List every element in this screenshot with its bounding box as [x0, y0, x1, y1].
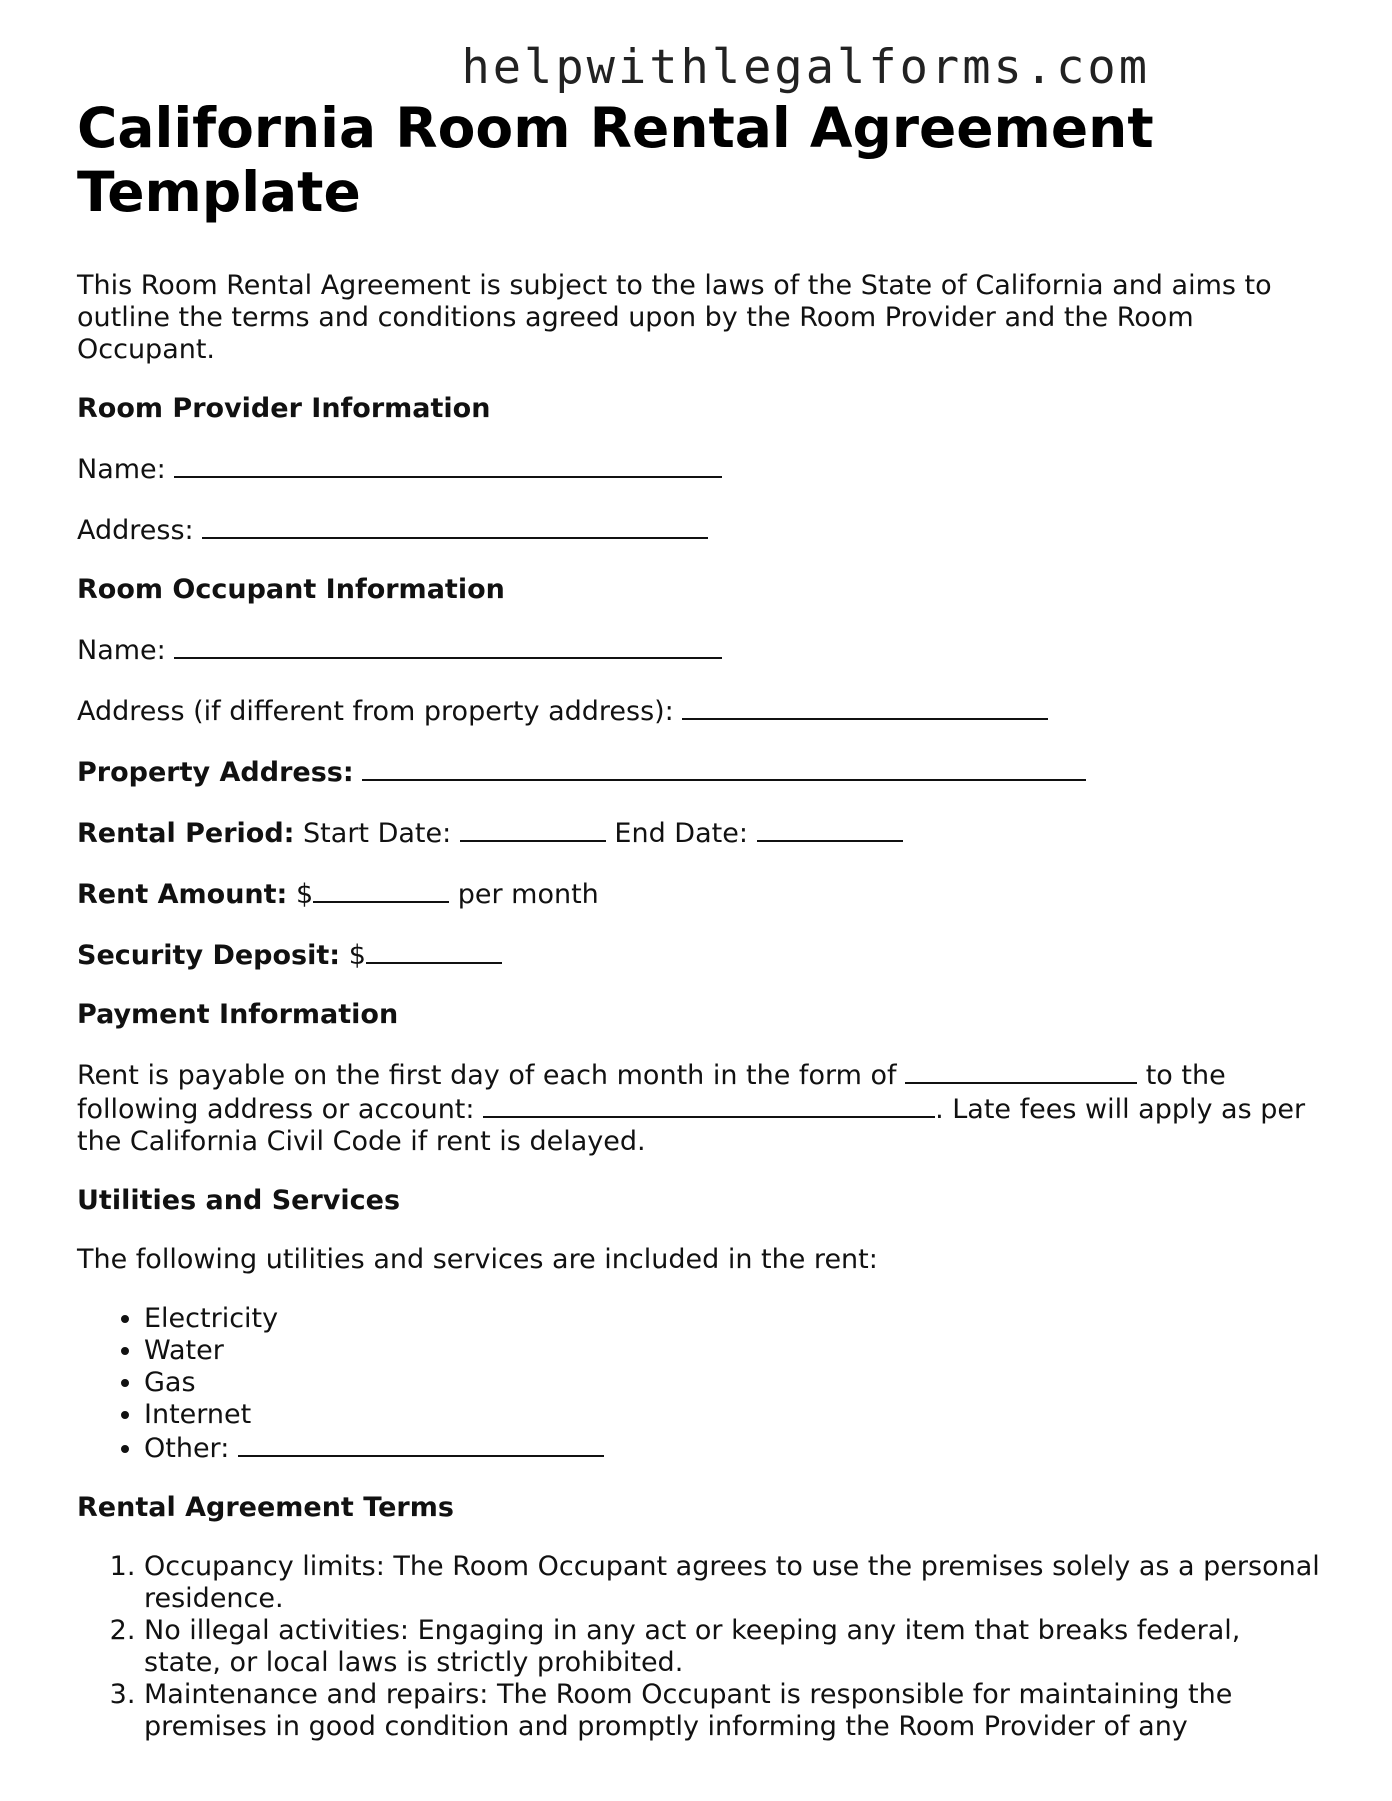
list-item: 1. Occupancy limits: The Room Occupant agrees to use the premises solely as a personal residence.	[144, 1551, 1322, 1615]
list-item: • Gas	[144, 1367, 1322, 1399]
property-address-row	[77, 755, 1322, 789]
utilities-list	[77, 1303, 1322, 1465]
list-item: • Internet	[144, 1399, 1322, 1431]
property-address-field[interactable]	[362, 755, 1086, 781]
watermark: helpwithlegalforms.com	[461, 40, 1150, 95]
utilities-intro: The following utilities and services are included in the rent:	[77, 1244, 878, 1275]
payment-form-field[interactable]	[905, 1058, 1137, 1084]
rent-amount-row	[77, 877, 1322, 911]
terms-heading: Rental Agreement Terms	[77, 1492, 454, 1523]
start-date-field[interactable]	[460, 816, 606, 842]
provider-name-field[interactable]	[174, 452, 722, 478]
terms-list	[77, 1551, 1322, 1743]
occupant-name-field[interactable]	[174, 633, 722, 659]
rental-period-label: Rental Period:	[77, 818, 295, 849]
list-item: 3. Maintenance and repairs: The Room Occupant is responsible for maintaining the premises in good condition and promptly informing the Room Provider of any	[144, 1679, 1322, 1743]
end-date-field[interactable]	[757, 816, 903, 842]
end-date-label: End Date:	[614, 818, 748, 849]
payment-text-2: to the following address or account:	[77, 1060, 1226, 1125]
provider-address-field[interactable]	[202, 513, 708, 539]
rent-amount-field[interactable]	[313, 877, 449, 903]
rental-period-row	[77, 816, 1322, 850]
rent-currency: $	[295, 879, 314, 910]
security-deposit-field[interactable]	[366, 938, 502, 964]
start-date-label: Start Date:	[303, 818, 452, 849]
occupant-heading: Room Occupant Information	[77, 574, 505, 605]
payment-paragraph	[77, 1058, 1322, 1158]
occupant-address-row	[77, 694, 1322, 728]
occupant-address-label: Address (if different from property address):	[77, 696, 674, 727]
rent-amount-label: Rent Amount:	[77, 879, 288, 910]
list-item: 2. No illegal activities: Engaging in any act or keeping any item that breaks federal, state, or local laws is strictly prohibited.	[144, 1615, 1322, 1679]
payment-text-3: . Late fees will apply as per the California Civil Code if rent is delayed.	[77, 1094, 1306, 1157]
list-item	[144, 1431, 1322, 1465]
utilities-heading: Utilities and Services	[77, 1185, 401, 1216]
payment-account-field[interactable]	[483, 1092, 935, 1118]
page-title: California Room Rental Agreement Template	[77, 96, 1154, 224]
intro-paragraph: This Room Rental Agreement is subject to the laws of the State of California and aims to outline the terms and conditions agreed upon by the Room Provider and the Room Occupant.	[77, 270, 1272, 365]
document-content	[77, 96, 1322, 1770]
payment-text-1: Rent is payable on the first day of each month in the form of	[77, 1060, 897, 1091]
list-item: • Water	[144, 1335, 1322, 1367]
payment-heading: Payment Information	[77, 999, 399, 1030]
security-deposit-row	[77, 938, 1322, 972]
provider-heading: Room Provider Information	[77, 393, 491, 424]
occupant-name-label: Name:	[77, 635, 166, 666]
utilities-other-field[interactable]	[238, 1431, 604, 1457]
security-deposit-label: Security Deposit:	[77, 940, 341, 971]
rent-suffix: per month	[457, 879, 599, 910]
occupant-name-row	[77, 633, 1322, 667]
utilities-other-label: Other:	[144, 1433, 230, 1464]
provider-name-label: Name:	[77, 454, 166, 485]
provider-name-row	[77, 452, 1322, 486]
list-item: • Electricity	[144, 1303, 1322, 1335]
provider-address-row	[77, 513, 1322, 547]
provider-address-label: Address:	[77, 515, 194, 546]
property-address-label: Property Address:	[77, 757, 354, 788]
occupant-address-field[interactable]	[682, 694, 1048, 720]
deposit-currency: $	[348, 940, 366, 971]
